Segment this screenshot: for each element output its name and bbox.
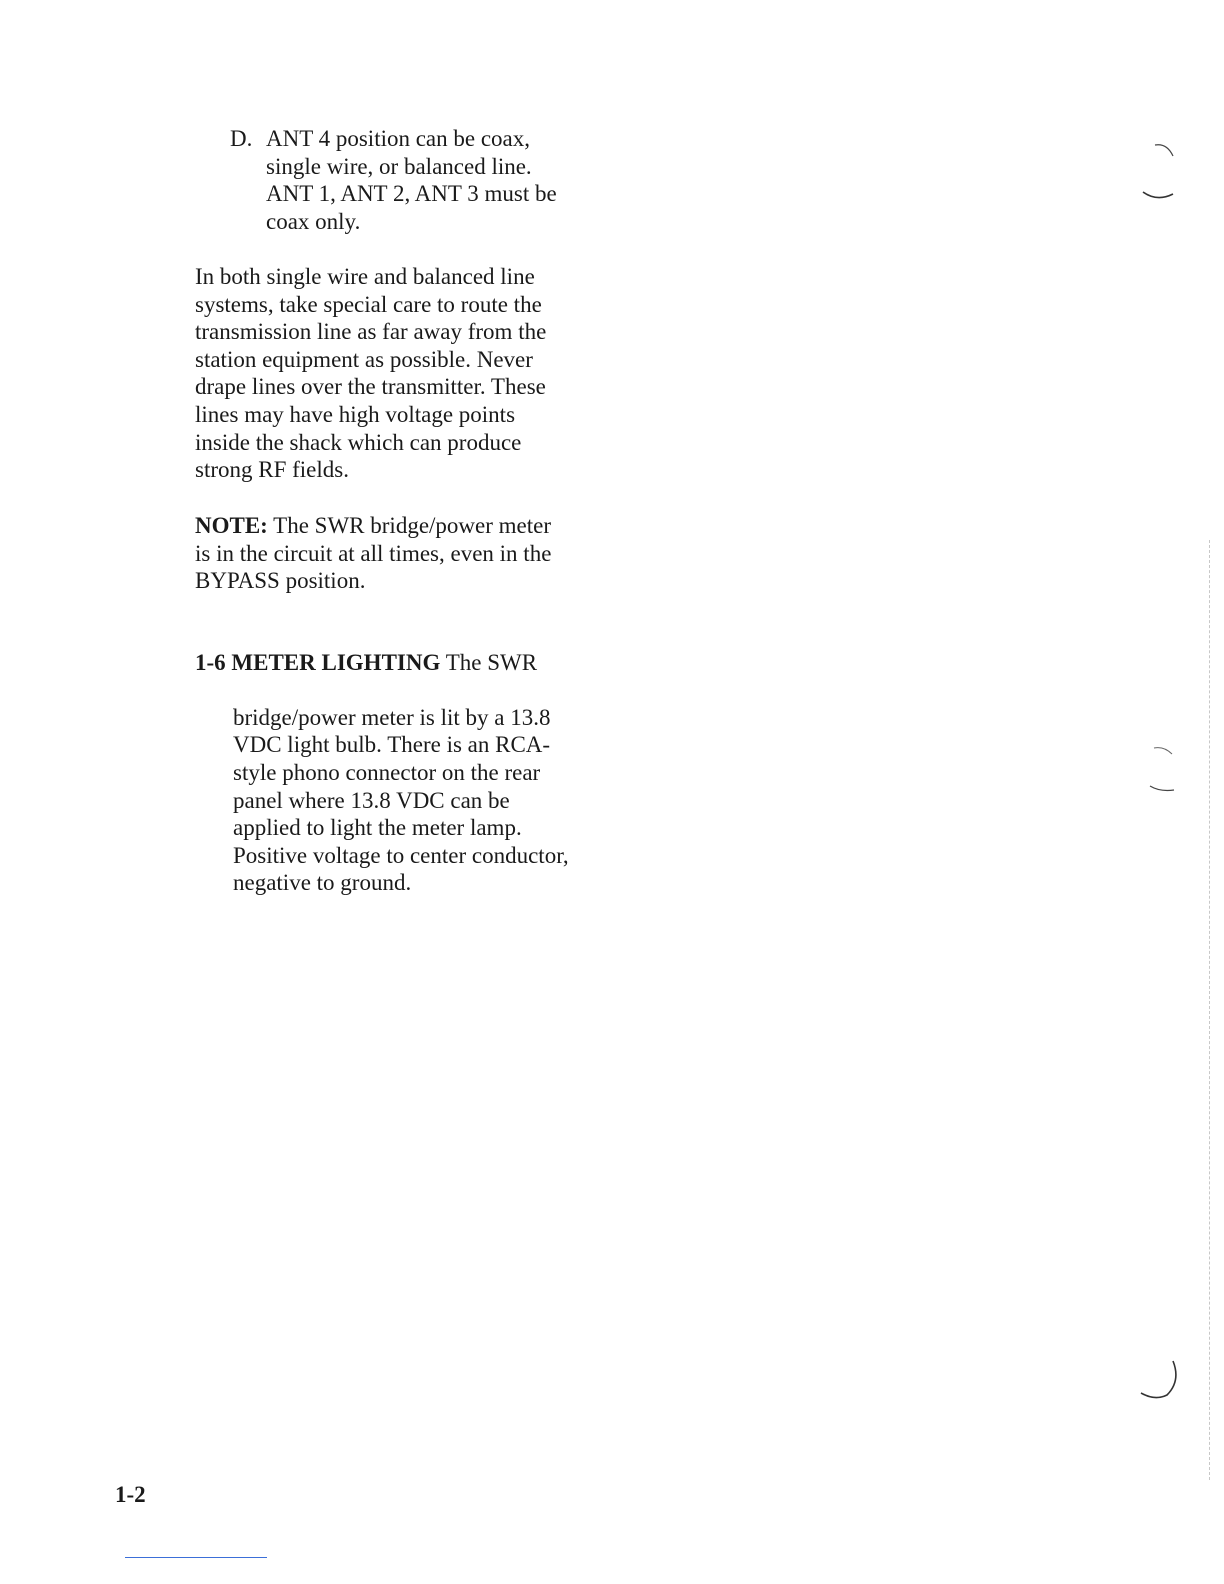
transmission-line-paragraph: In both single wire and balanced line systems, take special care to route the transmission line as far away from the station equipment as possible. Never drape lines over the transmitter. These lines may have high voltage points inside the shack which can produce strong RF fields. (195, 264, 547, 483)
page-number: 1-2 (115, 1482, 146, 1507)
binder-hole-mark-bottom (1135, 1355, 1185, 1410)
list-marker: D. (230, 126, 253, 151)
scan-edge-line (1209, 540, 1210, 1480)
binder-hole-mark-middle (1140, 740, 1185, 800)
note-text: The SWR bridge/power meter is in the circuit at all times, even in the BYPASS position. (195, 513, 552, 594)
list-item-text: ANT 4 position can be coax, single wire, or balanced line. ANT 1, ANT 2, ANT 3 must be coax only. (266, 126, 557, 234)
meter-lighting-section (195, 621, 615, 925)
section-lead-text: The SWR (440, 649, 538, 675)
note-label: NOTE: (195, 513, 268, 538)
footer-rule (125, 1557, 267, 1558)
note-paragraph (195, 512, 615, 595)
section-heading: 1-6 METER LIGHTING (195, 649, 441, 675)
section-body: bridge/power meter is lit by a 13.8 VDC light bulb. There is an RCA- style phono connector on the rear panel where 13.8 VDC can be applied to light the meter lamp. Positive voltage to center conductor, negative to ground. (233, 704, 569, 896)
binder-hole-mark-top (1135, 140, 1185, 205)
list-item-d (230, 125, 610, 234)
section-heading-line (195, 649, 615, 677)
